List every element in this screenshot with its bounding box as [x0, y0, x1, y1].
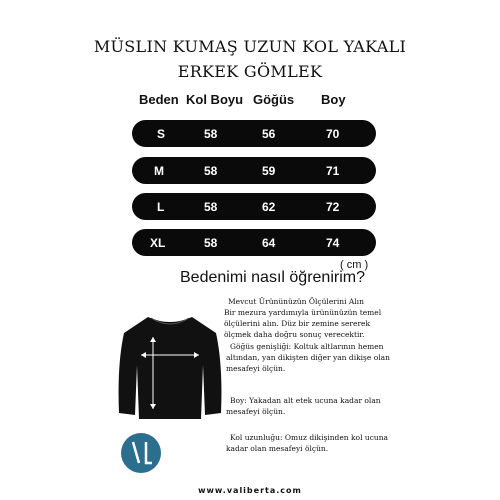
vl-monogram-logo-icon	[121, 433, 161, 473]
header-gogus: Göğüs	[253, 92, 295, 107]
how-to-measure-title: Bedenimi nasıl öğrenirim?	[180, 269, 365, 286]
length-instruction-1: Boy: Yakadan alt etek ucuna kadar olan	[230, 396, 381, 405]
size-label: M	[154, 164, 164, 178]
title-line-2: ERKEK GÖMLEK	[177, 62, 323, 81]
sweater-illustration	[115, 315, 225, 425]
boy-value: 70	[326, 127, 340, 141]
header-boy: Boy	[321, 92, 346, 107]
size-row-m	[132, 157, 376, 184]
instruction-line-2: Bir mezura yardımıyla ürününüzün temel	[224, 308, 382, 317]
kol-boyu-value: 58	[204, 127, 218, 141]
sleeve-instruction-1: Kol uzunluğu: Omuz dikişinden kol ucuna	[230, 433, 389, 442]
header-beden: Beden	[139, 92, 179, 107]
size-label: S	[157, 127, 166, 141]
boy-value: 71	[326, 164, 340, 178]
brand-logo	[121, 433, 161, 473]
header-kol-boyu: Kol Boyu	[186, 92, 244, 107]
kol-boyu-value: 58	[204, 164, 218, 178]
size-row-xl	[132, 229, 376, 256]
size-row-s	[132, 120, 376, 147]
gogus-value: 56	[262, 127, 276, 141]
chest-instruction-2: altından, yan dikişten diğer yan dikişe olan	[226, 353, 390, 362]
size-label: XL	[150, 236, 166, 250]
size-row-l	[132, 193, 376, 220]
gogus-value: 59	[262, 164, 276, 178]
gogus-value: 62	[262, 200, 276, 214]
sleeve-instruction-2: kadar olan mesafeyi ölçün.	[226, 444, 329, 453]
unit-label: ( cm )	[340, 259, 369, 271]
kol-boyu-value: 58	[204, 200, 218, 214]
length-instruction-2: mesafeyi ölçün.	[226, 407, 286, 416]
instruction-line-4: ölçmek daha doğru sonuç verecektir.	[224, 330, 365, 339]
chest-instruction-3: mesafeyi ölçün.	[226, 364, 286, 373]
size-label: L	[157, 200, 165, 214]
gogus-value: 64	[262, 236, 276, 250]
chest-instruction-1: Göğüs genişliği: Koltuk altlarının hemen	[230, 342, 384, 351]
instruction-line-3: ölçülerini alın. Düz bir zemine sererek	[224, 319, 371, 328]
website-url[interactable]: www.valiberta.com	[198, 486, 302, 495]
boy-value: 72	[326, 200, 340, 214]
boy-value: 74	[326, 236, 340, 250]
kol-boyu-value: 58	[204, 236, 218, 250]
instruction-line-1: Mevcut Ürününüzün Ölçülerini Alın	[228, 297, 364, 306]
title-line-1: MÜSLIN KUMAŞ UZUN KOL YAKALI	[93, 37, 407, 56]
